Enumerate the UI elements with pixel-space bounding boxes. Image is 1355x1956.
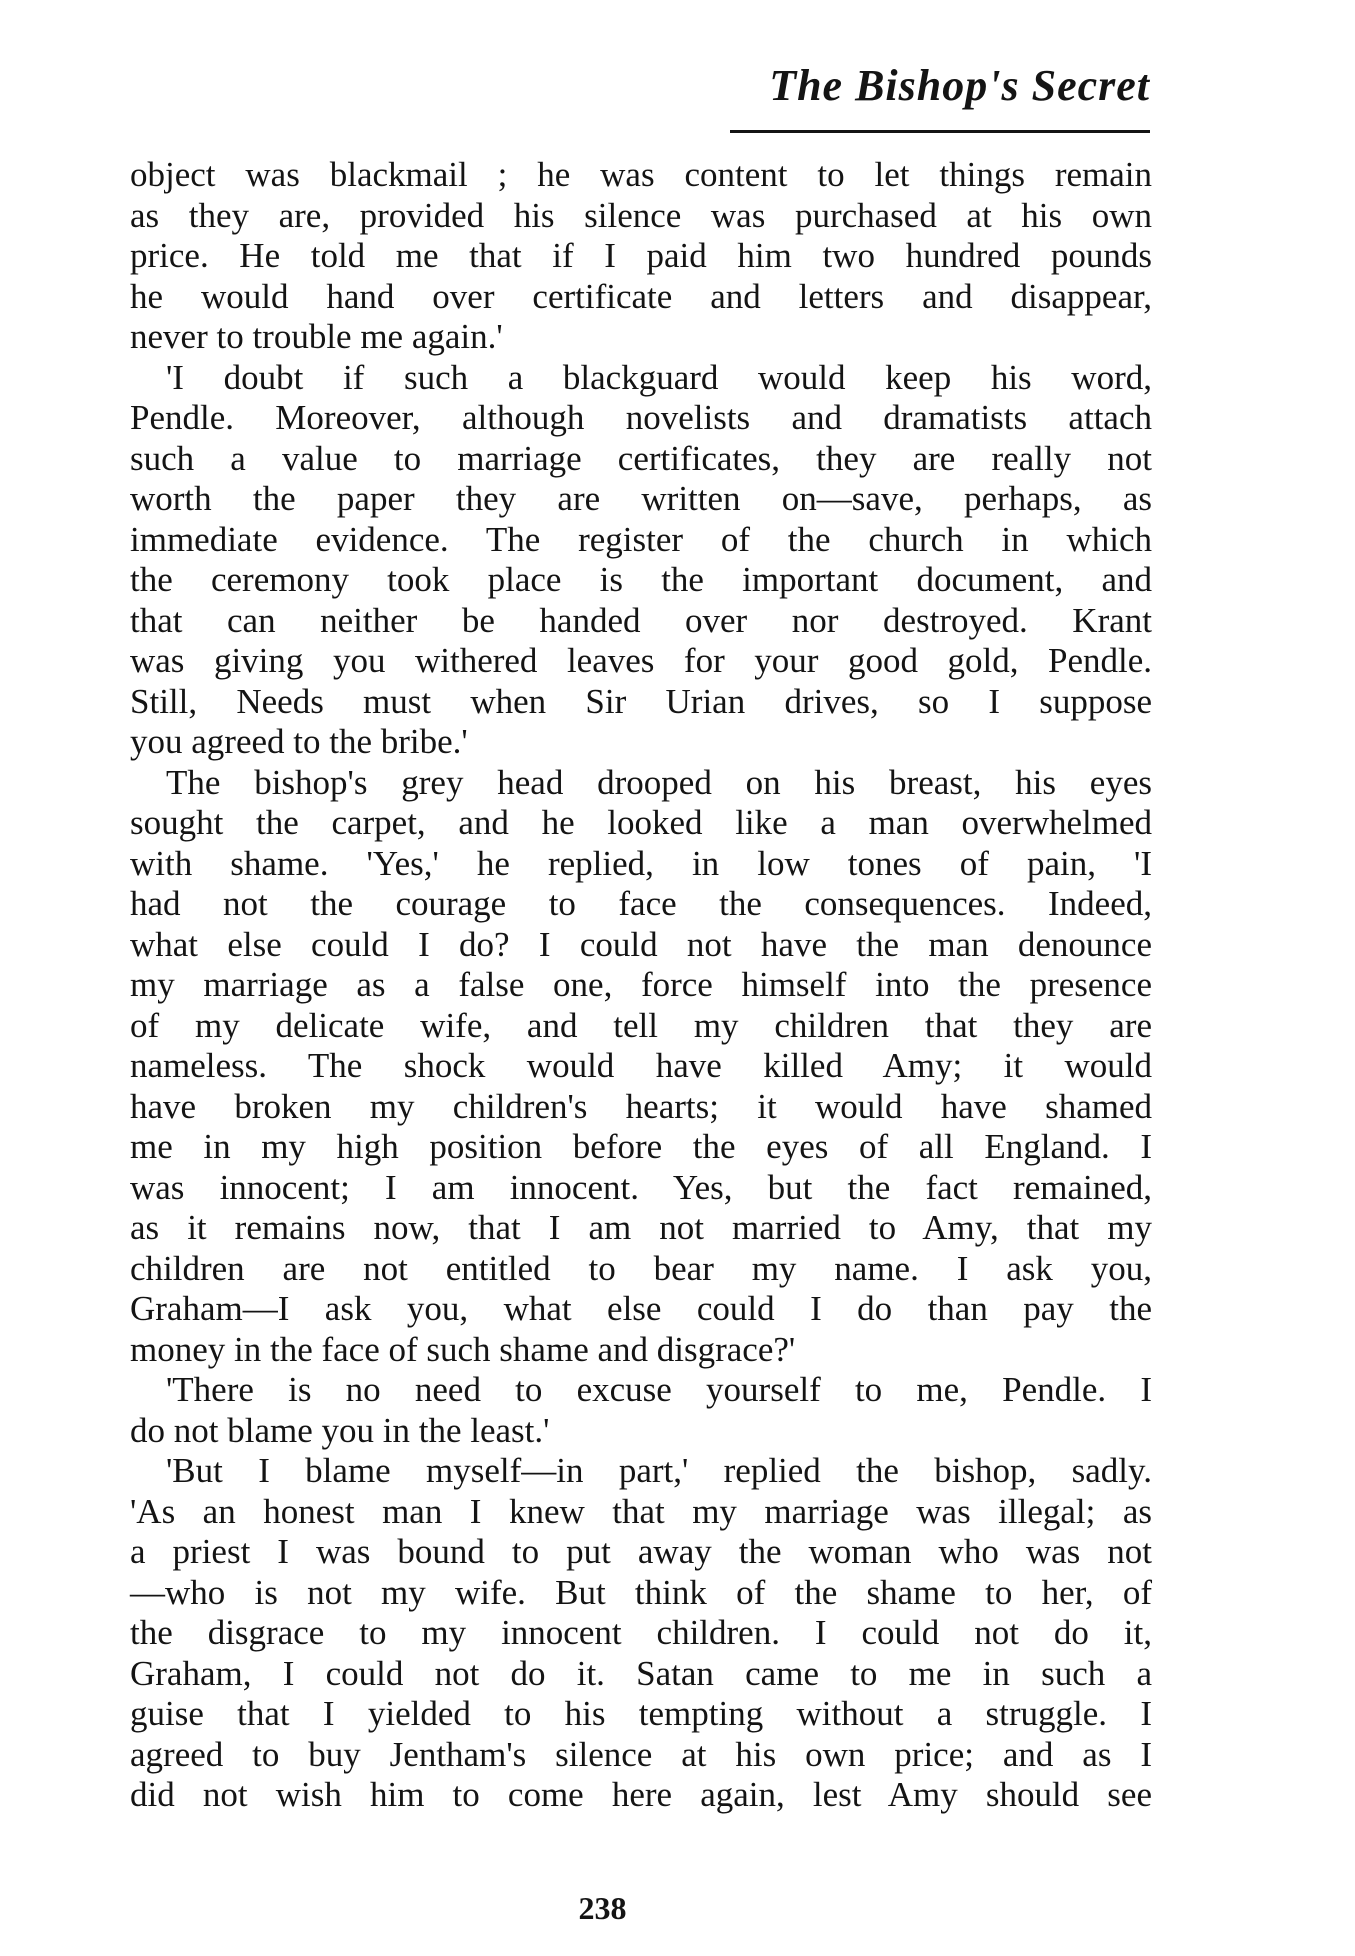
text-line: nameless. The shock would have killed Amy; it would (130, 1046, 1152, 1085)
text-line: that can neither be handed over nor destroyed. Krant (130, 600, 1152, 640)
text-line: my marriage as a false one, force himself into the presence (130, 965, 1152, 1004)
text-line: 'I doubt if such a blackguard would keep his word, (166, 357, 1152, 397)
text-line: never to trouble me again.' (130, 317, 503, 356)
text-line: Graham, I could not do it. Satan came to me in such a (130, 1653, 1152, 1693)
text-line: money in the face of such shame and disgrace?' (130, 1329, 796, 1369)
text-line: Graham—I ask you, what else could I do than pay the (130, 1289, 1152, 1328)
text-line: of my delicate wife, and tell my children that they are (130, 1005, 1152, 1045)
text-line: as it remains now, that I am not married to Amy, that my (130, 1208, 1152, 1247)
text-line: worth the paper they are written on—save, perhaps, as (130, 479, 1152, 518)
text-line: guise that I yielded to his tempting without a struggle. I (130, 1694, 1152, 1733)
text-line: 'But I blame myself—in part,' replied the bishop, sadly. (166, 1451, 1152, 1490)
text-line: a priest I was bound to put away the woman who was not (130, 1532, 1152, 1571)
text-line: —who is not my wife. But think of the shame to her, of (130, 1572, 1152, 1612)
text-line: the disgrace to my innocent children. I could not do it, (130, 1613, 1152, 1652)
text-line: was innocent; I am innocent. Yes, but the fact remained, (130, 1167, 1152, 1207)
text-line: agreed to buy Jentham's silence at his own price; and as I (130, 1734, 1152, 1774)
text-line: children are not entitled to bear my name. I ask you, (130, 1248, 1152, 1288)
text-line: had not the courage to face the consequences. Indeed, (130, 884, 1152, 923)
text-line: 'There is no need to excuse yourself to me, Pendle. I (166, 1370, 1152, 1409)
text-line: 'As an honest man I knew that my marriage was illegal; as (130, 1491, 1152, 1531)
text-line: he would hand over certificate and letters and disappear, (130, 276, 1152, 316)
text-line: as they are, provided his silence was purchased at his own (130, 195, 1152, 235)
text-line: have broken my children's hearts; it would have shamed (130, 1086, 1152, 1126)
page-number: 238 (578, 1890, 627, 1926)
body-text (130, 155, 1152, 1816)
text-line: what else could I do? I could not have the man denounce (130, 924, 1152, 964)
text-line: sought the carpet, and he looked like a man overwhelmed (130, 803, 1152, 842)
running-head: The Bishop's Secret (769, 61, 1150, 110)
text-line: was giving you withered leaves for your good gold, Pendle. (130, 641, 1152, 680)
text-line: Still, Needs must when Sir Urian drives, so I suppose (130, 681, 1152, 721)
text-line: me in my high position before the eyes of all England. I (130, 1127, 1152, 1166)
text-line: object was blackmail ; he was content to let things remain (130, 155, 1152, 194)
text-line: did not wish him to come here again, lest Amy should see (130, 1775, 1152, 1814)
text-line: do not blame you in the least.' (130, 1410, 550, 1450)
text-line: the ceremony took place is the important document, and (130, 560, 1152, 599)
text-line: price. He told me that if I paid him two hundred pounds (130, 236, 1152, 275)
header-rule (730, 130, 1150, 133)
text-line: Pendle. Moreover, although novelists and dramatists attach (130, 398, 1152, 437)
text-line: The bishop's grey head drooped on his breast, his eyes (166, 762, 1152, 802)
text-line: such a value to marriage certificates, they are really not (130, 438, 1152, 478)
text-line: you agreed to the bribe.' (130, 722, 468, 761)
text-line: with shame. 'Yes,' he replied, in low tones of pain, 'I (130, 843, 1152, 883)
text-line: immediate evidence. The register of the church in which (130, 519, 1152, 559)
